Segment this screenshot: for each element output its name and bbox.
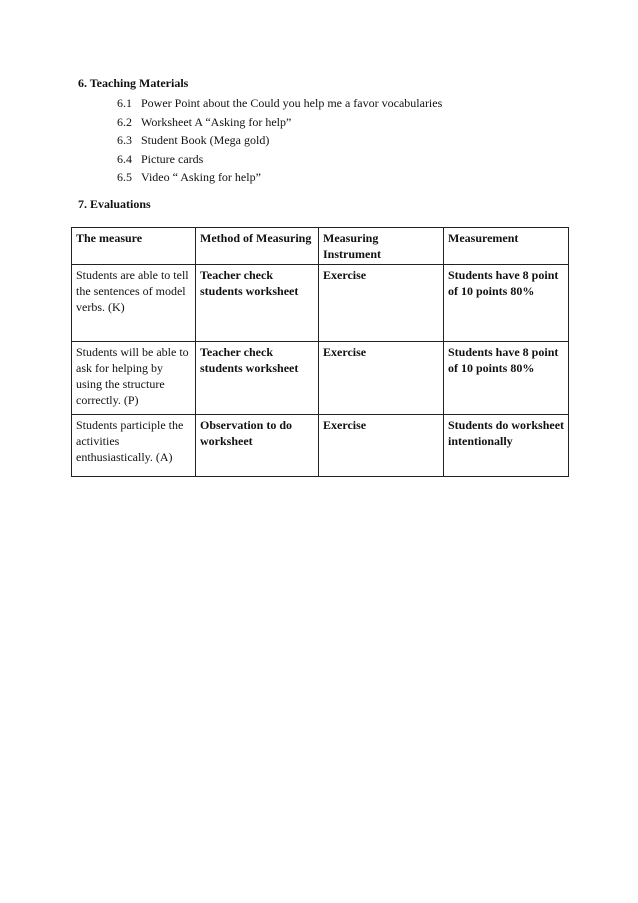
table-cell: Exercise (319, 415, 444, 477)
list-item (117, 150, 442, 169)
table-cell: Teacher check students worksheet (196, 342, 319, 415)
table-cell: Observation to do worksheet (196, 415, 319, 477)
column-header-method: Method of Measuring (196, 228, 319, 265)
teaching-materials-heading: 6. Teaching Materials (78, 76, 189, 90)
table-cell: Exercise (319, 342, 444, 415)
teaching-materials-list (117, 94, 442, 187)
list-item-text: Video “ Asking for help” (141, 170, 261, 184)
table-row (72, 415, 569, 477)
table-header-row (72, 228, 569, 265)
list-item-text: Power Point about the Could you help me a favor vocabularies (141, 96, 443, 110)
list-item-number: 6.2 (117, 114, 132, 129)
column-header-measurement: Measurement (444, 228, 569, 265)
list-item (117, 94, 442, 113)
table-cell: Students are able to tell the sentences of model verbs. (K) (72, 265, 196, 342)
evaluations-heading: 7. Evaluations (78, 197, 151, 211)
list-item-number: 6.1 (117, 96, 132, 110)
list-item (117, 168, 442, 187)
table-cell: Students do worksheet intentionally (444, 415, 569, 477)
table-cell: Exercise (319, 265, 444, 342)
table-cell: Students have 8 point of 10 points 80% (444, 265, 569, 342)
column-header-measure: The measure (72, 228, 196, 265)
table-row (72, 342, 569, 415)
list-item-text: Worksheet A “Asking for help” (141, 114, 292, 129)
list-item-text: Student Book (Mega gold) (141, 133, 270, 147)
list-item (117, 131, 442, 150)
table-cell: Students will be able to ask for helping by using the structure correctly. (P) (72, 342, 196, 415)
table-cell: Students participle the activities enthusiastically. (A) (72, 415, 196, 477)
evaluations-table (71, 227, 569, 477)
list-item-number: 6.4 (117, 151, 132, 166)
table-cell: Students have 8 point of 10 points 80% (444, 342, 569, 415)
column-header-instrument: Measuring Instrument (319, 228, 444, 265)
list-item-number: 6.3 (117, 133, 132, 147)
list-item (117, 113, 442, 132)
list-item-number: 6.5 (117, 170, 132, 184)
table-row (72, 265, 569, 342)
table-cell: Teacher check students worksheet (196, 265, 319, 342)
list-item-text: Picture cards (141, 151, 204, 166)
